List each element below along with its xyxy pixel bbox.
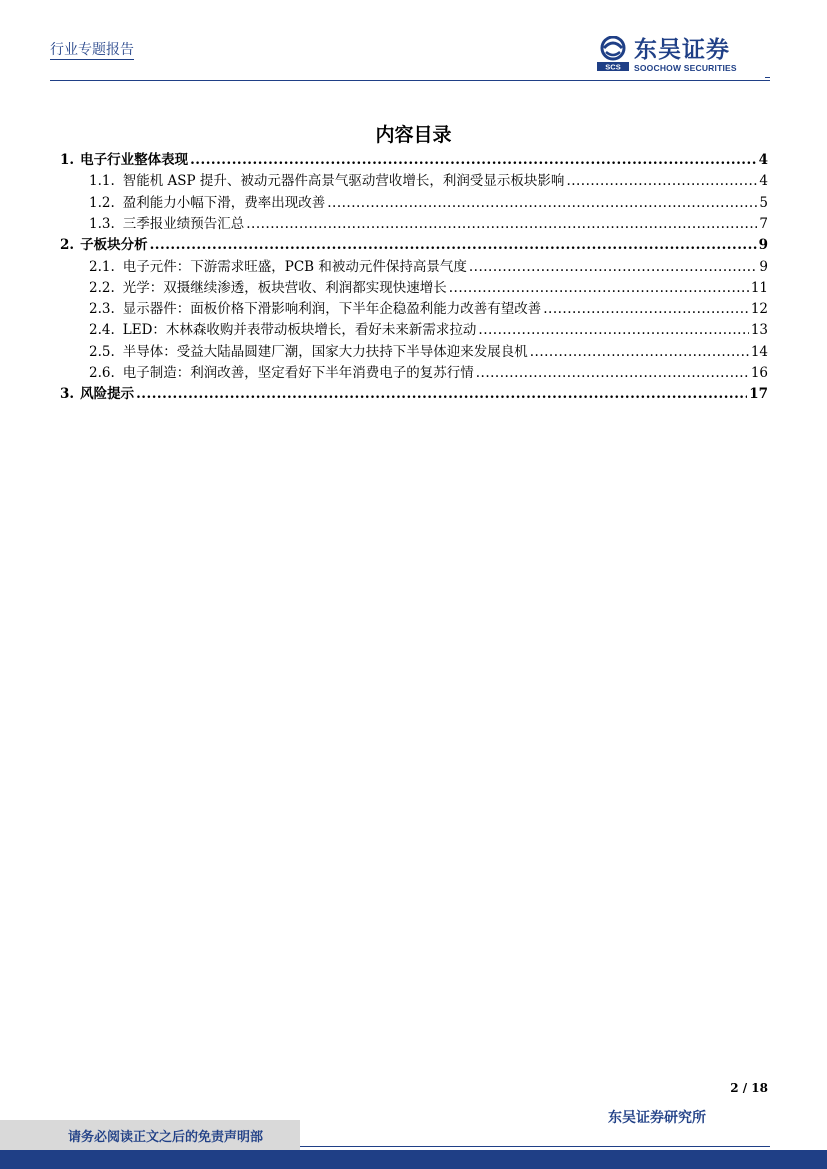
- toc-entry-page: 13: [750, 322, 768, 339]
- toc-entry-number: 1.1.: [89, 173, 115, 190]
- logo-mark-icon: [596, 36, 630, 72]
- toc-subsection[interactable]: [89, 214, 768, 234]
- toc-leader-dots: [449, 278, 749, 298]
- toc-entry-page: 17: [749, 386, 768, 403]
- toc-subsection[interactable]: [89, 171, 768, 191]
- toc-entry-number: 2.3.: [89, 301, 115, 318]
- toc-leader-dots: [478, 320, 748, 340]
- toc-entry-number: 2.1.: [89, 258, 115, 275]
- toc-leader-dots: [150, 235, 757, 255]
- toc-leader-dots: [476, 363, 749, 383]
- toc-leader-dots: [246, 214, 757, 234]
- toc-entry-page: 4: [758, 152, 768, 168]
- toc-entry-page: 7: [759, 215, 768, 232]
- toc-section[interactable]: [60, 384, 768, 404]
- toc-entry-page: 16: [750, 365, 768, 381]
- toc-leader-dots: [543, 299, 749, 319]
- toc-entry-title: 光学：双摄继续渗透，板块营收、利润都实现快速增长: [122, 279, 447, 296]
- brand-name-cn: 东吴证券: [634, 37, 730, 63]
- toc-entry-page: 12: [750, 301, 768, 318]
- toc-subsection[interactable]: [89, 342, 768, 362]
- footer-divider: [300, 1146, 770, 1147]
- toc-section[interactable]: [60, 235, 768, 255]
- svg-text:SCS: SCS: [605, 62, 621, 72]
- toc-entry-title: 电子制造：利润改善，坚定看好下半年消费电子的复苏行情: [122, 365, 474, 381]
- footer-disclaimer: 请务必阅读正文之后的免责声明部: [68, 1130, 264, 1145]
- toc-entry-number: 3.: [60, 386, 75, 403]
- toc-entry-number: 2.6.: [89, 365, 115, 381]
- toc-subsection[interactable]: [89, 320, 768, 340]
- header-divider: [50, 80, 770, 81]
- toc-leader-dots: [190, 150, 757, 170]
- toc-entry-page: 9: [758, 237, 768, 254]
- toc-leader-dots: [136, 384, 747, 404]
- page-number: 2 / 18: [730, 1081, 768, 1095]
- toc-entry-title: 盈利能力小幅下滑，费率出现改善: [122, 194, 326, 211]
- soochow-securities-logo: [596, 36, 766, 76]
- toc-entry-number: 2.2.: [89, 279, 115, 296]
- toc-entry-title: 电子行业整体表现: [80, 152, 189, 168]
- footer-organization: 东吴证券研究所: [608, 1110, 706, 1126]
- toc-entry-page: 11: [750, 279, 768, 296]
- report-category: 行业专题报告: [50, 42, 134, 58]
- toc-entry-title: 半导体：受益大陆晶圆建厂潮，国家大力扶持下半导体迎来发展良机: [122, 343, 528, 360]
- toc-subsection[interactable]: [89, 299, 768, 319]
- toc-entry-number: 1.2.: [89, 194, 115, 211]
- toc-subsection[interactable]: [89, 193, 768, 213]
- toc-entry-title: 智能机 ASP 提升、被动元器件高景气驱动营收增长，利润受显示板块影响: [122, 173, 565, 190]
- toc-leader-dots: [566, 171, 757, 191]
- toc-entry-title: 电子元件：下游需求旺盛，PCB 和被动元件保持高景气度: [122, 258, 467, 275]
- toc-entry-page: 4: [759, 173, 768, 190]
- toc-entry-title: 显示器件：面板价格下滑影响利润，下半年企稳盈利能力改善有望改善: [122, 301, 542, 318]
- toc-section[interactable]: [60, 150, 768, 170]
- toc-entry-title: LED：木林森收购并表带动板块增长，看好未来新需求拉动: [122, 322, 477, 339]
- toc-entry-title: 风险提示: [80, 386, 135, 403]
- toc-leader-dots: [469, 257, 758, 277]
- toc-entry-title: 子板块分析: [80, 237, 148, 254]
- toc-subsection[interactable]: [89, 257, 768, 277]
- toc-title: 内容目录: [375, 124, 452, 146]
- toc-entry-page: 5: [759, 194, 768, 211]
- toc-entry-page: 9: [759, 258, 768, 275]
- toc-leader-dots: [327, 193, 757, 213]
- header-tick: [765, 77, 770, 78]
- brand-name-en: SOOCHOW SECURITIES: [634, 63, 737, 73]
- toc-leader-dots: [530, 342, 749, 362]
- toc-subsection[interactable]: [89, 278, 768, 298]
- footer-bottom-bar: [0, 1150, 827, 1169]
- toc-entry-number: 2.4.: [89, 322, 115, 339]
- toc-entry-title: 三季报业绩预告汇总: [122, 215, 245, 232]
- toc-entry-number: 1.: [60, 152, 75, 168]
- toc-entry-number: 2.: [60, 237, 75, 254]
- toc-entry-page: 14: [750, 343, 768, 360]
- toc-entry-number: 1.3.: [89, 215, 115, 232]
- toc-entry-number: 2.5.: [89, 343, 115, 360]
- toc-subsection[interactable]: [89, 363, 768, 383]
